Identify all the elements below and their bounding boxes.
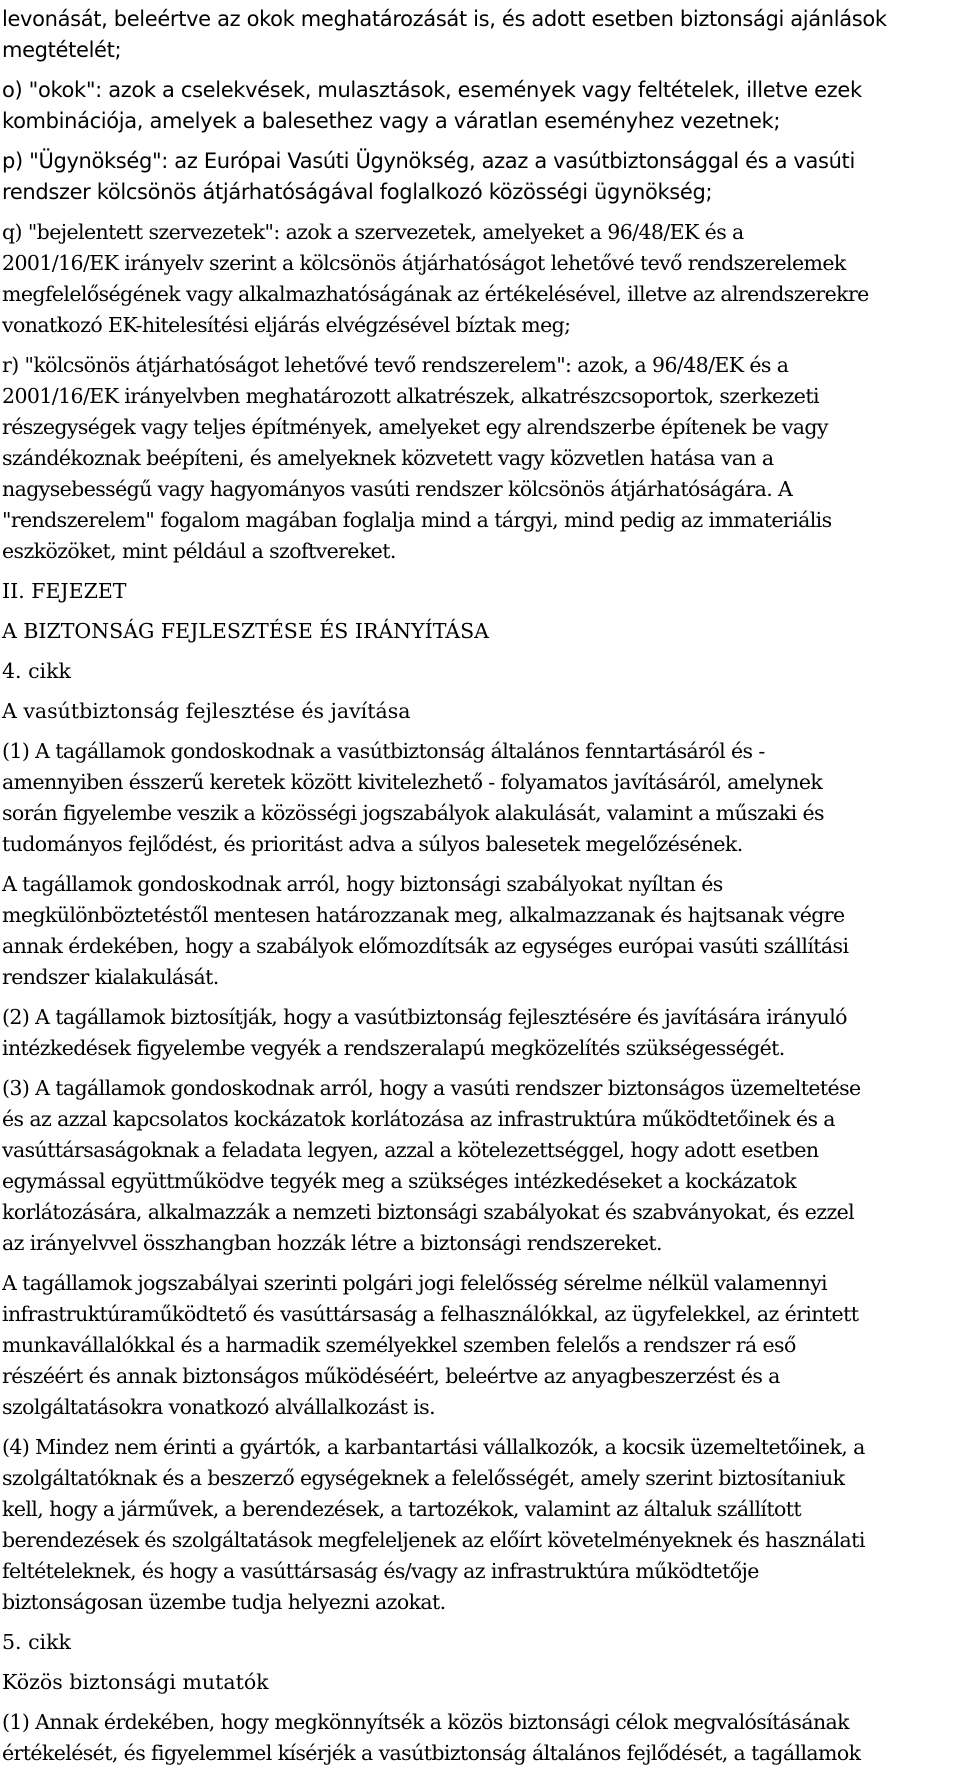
text-line: nagysebességű vagy hagyományos vasúti rendszer kölcsönös átjárhatóságára. A (2, 477, 793, 501)
paragraph-article-5-1 (2, 1707, 960, 1769)
text-line: megkülönböztetéstől mentesen határozzanak meg, alkalmazzanak és hajtsanak végre (2, 903, 845, 927)
text-line: berendezések és szolgáltatások megfeleljenek az előírt követelményeknek és használati (2, 1528, 865, 1552)
text-line: amennyiben ésszerű keretek között kivitelezhető - folyamatos javításáról, amelynek (2, 770, 823, 794)
article-4-title: A vasútbiztonság fejlesztése és javítása (2, 699, 411, 723)
text-line: (4) Mindez nem érinti a gyártók, a karbantartási vállalkozók, a kocsik üzemeltetőinek, a (2, 1435, 865, 1459)
text-line: kombinációja, amelyek a balesethez vagy a váratlan eseményhez vezetnek; (2, 109, 781, 133)
text-line: "rendszerelem" fogalom magában foglalja mind a tárgyi, mind pedig az immateriális (2, 508, 832, 532)
article-5-title: Közös biztonsági mutatók (2, 1670, 269, 1694)
paragraph-definition-q (2, 217, 960, 341)
text-line: szolgáltatóknak és a beszerző egységeknek a felelősségét, amely szerint biztosítaniuk (2, 1466, 845, 1490)
text-line: vasúttársaságoknak a feladata legyen, azzal a kötelezettséggel, hogy adott esetben (2, 1138, 819, 1162)
text-line: tudományos fejlődést, és prioritást adva a súlyos balesetek megelőzésének. (2, 832, 743, 856)
text-line: (1) Annak érdekében, hogy megkönnyítsék a közös biztonsági célok megvalósításának (2, 1710, 850, 1734)
article-5-number: 5. cikk (2, 1630, 71, 1654)
text-line: o) "okok": azok a cselekvések, mulasztások, események vagy feltételek, illetve ezek (2, 78, 862, 102)
text-line: rendszer kölcsönös átjárhatóságával foglalkozó közösségi ügynökség; (2, 180, 713, 204)
text-line: kell, hogy a járművek, a berendezések, a tartozékok, valamint az általuk szállított (2, 1497, 802, 1521)
text-line: vonatkozó EK-hitelesítési eljárás elvégzésével bíztak meg; (2, 313, 571, 337)
paragraph-definition-n-continuation (2, 4, 960, 66)
text-line: feltételeknek, és hogy a vasúttársaság és/vagy az infrastruktúra működtetője (2, 1559, 759, 1583)
text-line: részegységek vagy teljes építmények, amelyeket egy alrendszerbe építenek be vagy (2, 415, 828, 439)
text-line: szolgáltatásokra vonatkozó alvállalkozást is. (2, 1395, 435, 1419)
text-line: infrastruktúraműködtető és vasúttársaság a felhasználókkal, az ügyfelekkel, az érintett (2, 1302, 859, 1326)
text-line: levonását, beleértve az okok meghatározását is, és adott esetben biztonsági ajánlások (2, 7, 887, 31)
text-line: r) "kölcsönös átjárhatóságot lehetővé tevő rendszerelem": azok, a 96/48/EK és a (2, 353, 789, 377)
text-line: (3) A tagállamok gondoskodnak arról, hogy a vasúti rendszer biztonságos üzemeltetése (2, 1076, 861, 1100)
text-line: annak érdekében, hogy a szabályok előmozdítsák az egységes európai vasúti szállítási (2, 934, 849, 958)
text-line: egymással együttműködve tegyék meg a szükséges intézkedéseket a kockázatok (2, 1169, 797, 1193)
text-line: értékelését, és figyelemmel kísérjék a vasútbiztonság általános fejlődését, a tagállamok (2, 1741, 861, 1765)
text-line: korlátozására, alkalmazzák a nemzeti biztonsági szabályokat és szabványokat, és ezzel (2, 1200, 855, 1224)
text-line: q) "bejelentett szervezetek": azok a szervezetek, amelyeket a 96/48/EK és a (2, 220, 744, 244)
text-line: megtételét; (2, 38, 122, 62)
text-line: 2001/16/EK irányelv szerint a kölcsönös átjárhatóságot lehetővé tevő rendszerelemek (2, 251, 846, 275)
paragraph-article-4-2 (2, 1002, 960, 1064)
chapter-number: II. FEJEZET (2, 579, 127, 603)
paragraph-article-4-4 (2, 1432, 960, 1618)
text-line: eszközöket, mint például a szoftvereket. (2, 539, 396, 563)
text-line: részéért és annak biztonságos működéséért, beleértve az anyagbeszerzést és a (2, 1364, 780, 1388)
paragraph-article-4-3b (2, 1268, 960, 1423)
text-line: megfelelőségének vagy alkalmazhatóságának az értékelésével, illetve az alrendszerekre (2, 282, 869, 306)
text-line: A tagállamok jogszabályai szerinti polgári jogi felelősség sérelme nélkül valamennyi (2, 1271, 828, 1295)
text-line: biztonságosan üzembe tudja helyezni azokat. (2, 1590, 446, 1614)
text-line: 2001/16/EK irányelvben meghatározott alkatrészek, alkatrészcsoportok, szerkezeti (2, 384, 819, 408)
text-line: p) "Ügynökség": az Európai Vasúti Ügynökség, azaz a vasútbiztonsággal és a vasúti (2, 149, 855, 173)
text-line: intézkedések figyelembe vegyék a rendszeralapú megközelítés szükségességét. (2, 1036, 785, 1060)
text-line: során figyelembe veszik a közösségi jogszabályok alakulását, valamint a műszaki és (2, 801, 824, 825)
text-line: szándékoznak beépíteni, és amelyeknek közvetett vagy közvetlen hatása van a (2, 446, 774, 470)
paragraph-definition-o (2, 75, 960, 137)
paragraph-article-4-1b (2, 869, 960, 993)
text-line: A tagállamok gondoskodnak arról, hogy biztonsági szabályokat nyíltan és (2, 872, 723, 896)
paragraph-article-4-3 (2, 1073, 960, 1259)
text-line: (1) A tagállamok gondoskodnak a vasútbiztonság általános fenntartásáról és - (2, 739, 765, 763)
paragraph-article-4-1 (2, 736, 960, 860)
article-4-number: 4. cikk (2, 659, 71, 683)
chapter-title: A BIZTONSÁG FEJLESZTÉSE ÉS IRÁNYÍTÁSA (2, 619, 489, 643)
text-line: az irányelvvel összhangban hozzák létre a biztonsági rendszereket. (2, 1231, 662, 1255)
text-line: és az azzal kapcsolatos kockázatok korlátozása az infrastruktúra működtetőinek és a (2, 1107, 835, 1131)
text-line: rendszer kialakulását. (2, 965, 219, 989)
paragraph-definition-p (2, 146, 960, 208)
text-line: munkavállalókkal és a harmadik személyekkel szemben felelős a rendszer rá eső (2, 1333, 796, 1357)
paragraph-definition-r (2, 350, 960, 567)
text-line: (2) A tagállamok biztosítják, hogy a vasútbiztonság fejlesztésére és javítására irányuló (2, 1005, 847, 1029)
